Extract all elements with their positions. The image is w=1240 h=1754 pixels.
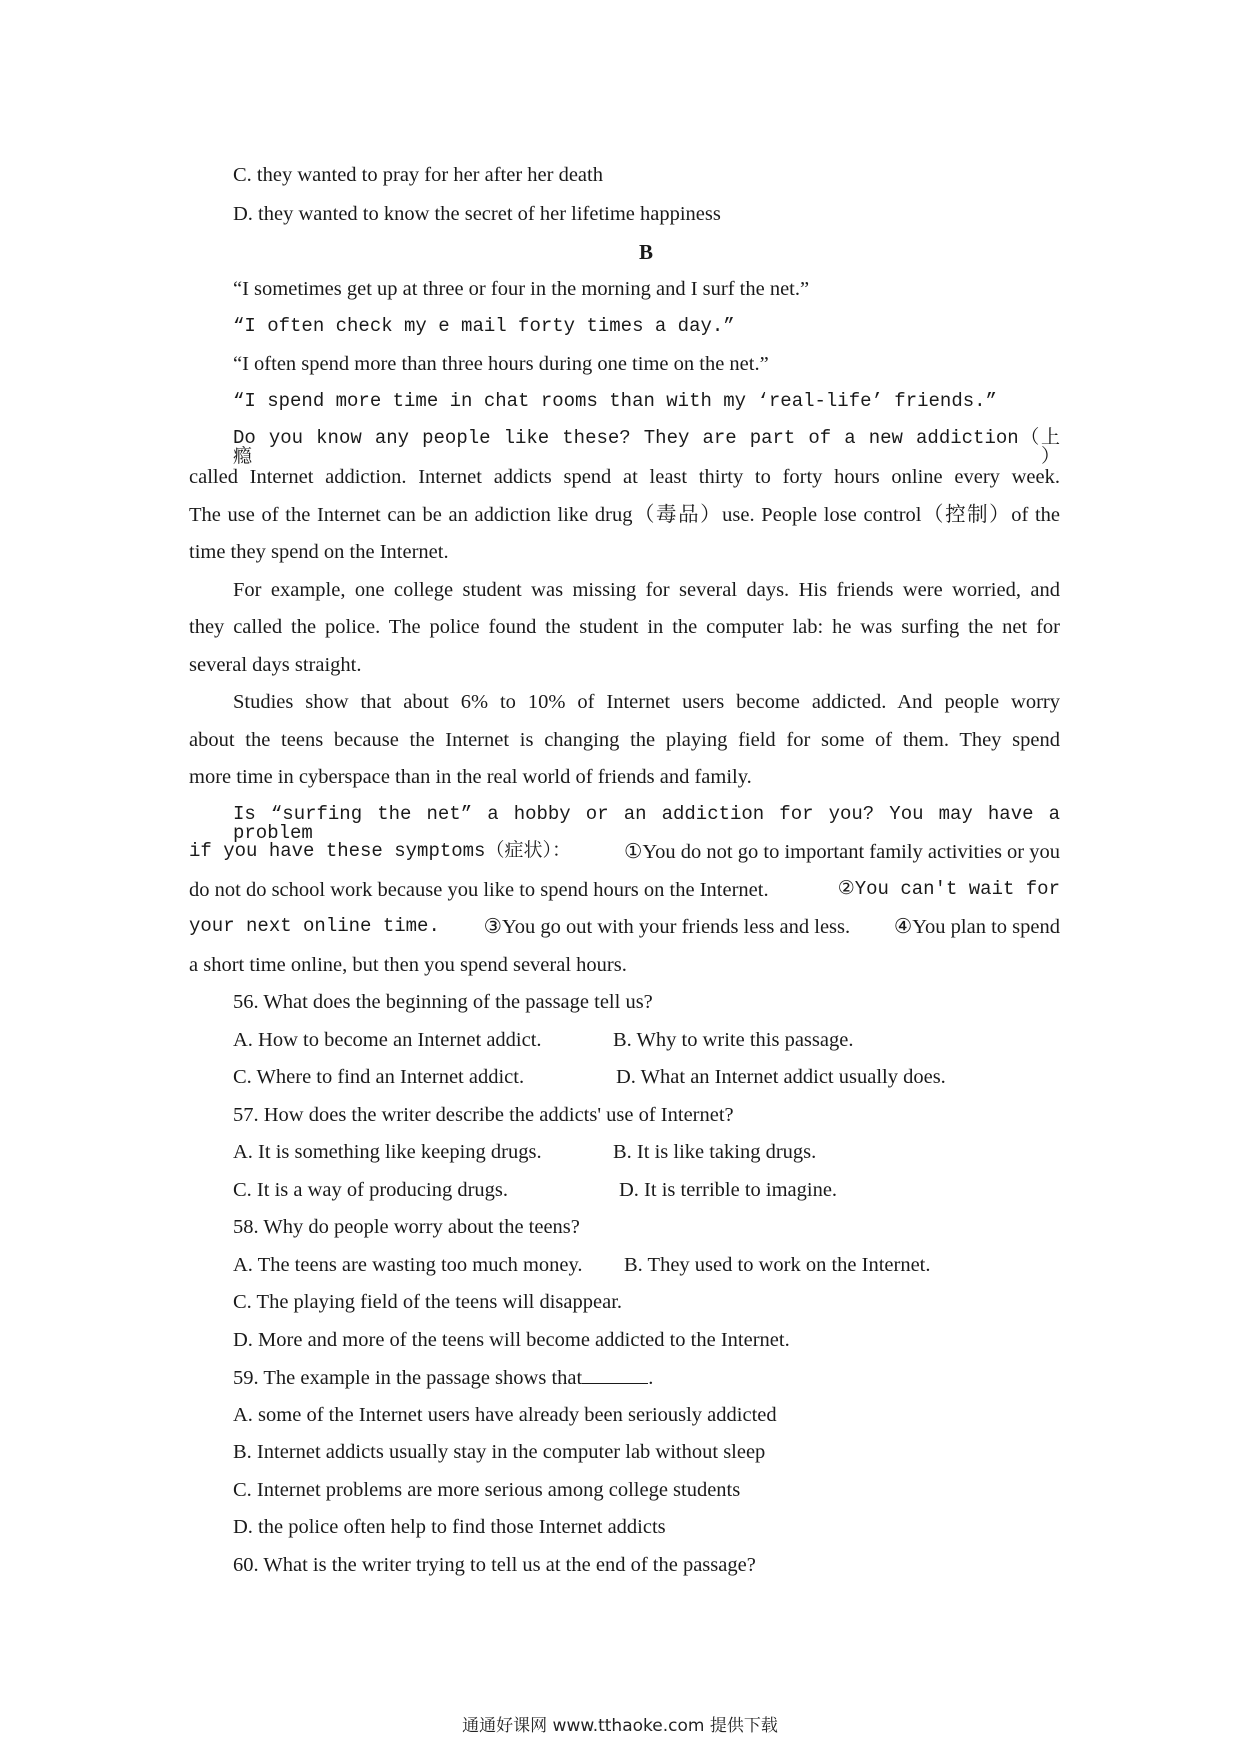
question-60-stem: 60. What is the writer trying to tell us at the end of the passage? [233, 1554, 756, 1576]
page-footer: 通通好课网 www.tthaoke.com 提供下载 [462, 1716, 778, 1736]
question-56-stem: 56. What does the beginning of the passage tell us? [233, 991, 653, 1013]
passage-quote-3: “I often spend more than three hours during one time on the net.” [233, 353, 769, 375]
paragraph-1-line-3: The use of the Internet can be an addiction like drug（毒品）use. People lose control（控制）of the [189, 504, 1060, 526]
question-57-option-a: A. It is something like keeping drugs. [233, 1141, 542, 1163]
question-58-option-b: B. They used to work on the Internet. [624, 1254, 931, 1276]
paragraph-3-line-2: about the teens because the Internet is changing the playing field for some of them. They spend [189, 729, 1060, 751]
question-58-option-d: D. More and more of the teens will become addicted to the Internet. [233, 1329, 790, 1351]
question-59-stem-text: 59. The example in the passage shows that [233, 1367, 583, 1389]
passage-quote-2: “I often check my e mail forty times a day.” [233, 315, 735, 337]
prev-option-d: D. they wanted to know the secret of her lifetime happiness [233, 203, 721, 225]
question-56-option-d: D. What an Internet addict usually does. [616, 1066, 946, 1088]
paragraph-4-line-3 [189, 880, 1060, 901]
symptoms-lead: if you have these symptoms（症状）： [189, 840, 571, 862]
paragraph-2-line-2: they called the police. The police found the student in the computer lab: he was surfing the net for [189, 616, 1060, 638]
passage-quote-4: “I spend more time in chat rooms than with my ‘real-life’ friends.” [233, 390, 997, 412]
question-57-option-c: C. It is a way of producing drugs. [233, 1179, 508, 1201]
symptom-2-end: your next online time. [189, 915, 440, 937]
answer-blank [582, 1367, 648, 1384]
paragraph-1-line-2: called Internet addiction. Internet addicts spend at least thirty to forty hours online every week. [189, 466, 1060, 488]
paragraph-4-line-2 [189, 842, 1060, 863]
paragraph-1-line-1: Do you know any people like these? They are part of a new addiction（上瘾） [233, 427, 1060, 468]
question-56-option-b: B. Why to write this passage. [613, 1029, 854, 1051]
question-58-option-c: C. The playing field of the teens will disappear. [233, 1291, 623, 1313]
question-59-option-b: B. Internet addicts usually stay in the computer lab without sleep [233, 1441, 766, 1463]
symptom-1-start: ①You do not go to important family activities or you [624, 841, 1060, 863]
question-58-stem: 58. Why do people worry about the teens? [233, 1216, 580, 1238]
paragraph-4-line-4 [189, 917, 1060, 938]
symptom-1-end: do not do school work because you like to spend hours on the Internet. [189, 879, 769, 901]
question-59-stem-end: . [648, 1367, 654, 1389]
section-heading: B [638, 240, 653, 264]
question-59-stem [233, 1367, 653, 1389]
passage-quote-1: “I sometimes get up at three or four in the morning and I surf the net.” [233, 278, 810, 300]
question-59-option-a: A. some of the Internet users have already been seriously addicted [233, 1404, 777, 1426]
paragraph-4-line-5: a short time online, but then you spend several hours. [189, 954, 627, 976]
question-59-option-c: C. Internet problems are more serious among college students [233, 1479, 741, 1501]
paragraph-1-line-4: time they spend on the Internet. [189, 541, 449, 563]
prev-option-c: C. they wanted to pray for her after her death [233, 164, 603, 186]
question-59-option-d: D. the police often help to find those Internet addicts [233, 1516, 666, 1538]
paragraph-2-line-1: For example, one college student was missing for several days. His friends were worried, and [233, 579, 1060, 601]
paragraph-4-line-1: Is “surfing the net” a hobby or an addiction for you? You may have a problem [233, 803, 1060, 844]
paragraph-3-line-3: more time in cyberspace than in the real world of friends and family. [189, 766, 752, 788]
symptom-3: ③You go out with your friends less and less. [483, 916, 851, 938]
question-58-option-a: A. The teens are wasting too much money. [233, 1254, 583, 1276]
question-57-option-b: B. It is like taking drugs. [613, 1141, 817, 1163]
symptom-4-start: ④You plan to spend [893, 916, 1060, 938]
paragraph-2-line-3: several days straight. [189, 654, 362, 676]
question-57-stem: 57. How does the writer describe the addicts' use of Internet? [233, 1104, 734, 1126]
question-56-option-a: A. How to become an Internet addict. [233, 1029, 542, 1051]
symptom-2-start: ②You can't wait for [837, 878, 1060, 900]
question-56-option-c: C. Where to find an Internet addict. [233, 1066, 525, 1088]
question-57-option-d: D. It is terrible to imagine. [619, 1179, 838, 1201]
paragraph-3-line-1: Studies show that about 6% to 10% of Internet users become addicted. And people worry [233, 691, 1060, 713]
